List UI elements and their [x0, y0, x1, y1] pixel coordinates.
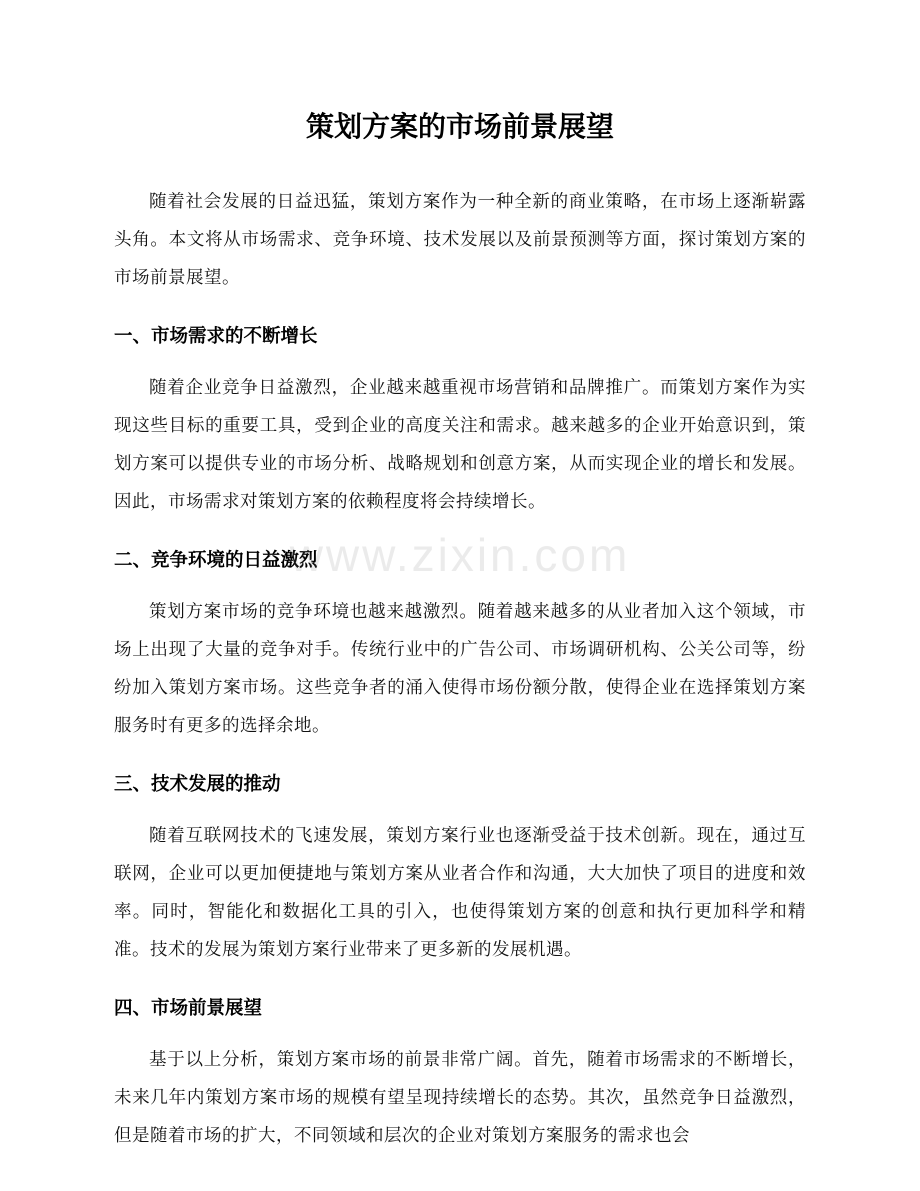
section-body-3: 随着互联网技术的飞速发展，策划方案行业也逐渐受益于技术创新。现在，通过互联网，企业可以更加便捷地与策划方案从业者合作和沟通，大大加快了项目的进度和效率。同时，智能化和数据化工具的引入，也使得策划方案的创意和执行更加科学和精准。技术的发展为策划方案行业带来了更多新的发展机遇。 [114, 825, 806, 959]
section-heading-4: 四、市场前景展望 [114, 999, 263, 1019]
section-heading-1: 一、市场需求的不断增长 [114, 327, 318, 347]
intro-paragraph: 随着社会发展的日益迅猛，策划方案作为一种全新的商业策略，在市场上逐渐崭露头角。本文将从市场需求、竞争环境、技术发展以及前景预测等方面，探讨策划方案的市场前景展望。 [114, 191, 806, 287]
section-heading-2: 二、竞争环境的日益激烈 [114, 551, 318, 571]
section-body-2: 策划方案市场的竞争环境也越来越激烈。随着越来越多的从业者加入这个领域，市场上出现了大量的竞争对手。传统行业中的广告公司、市场调研机构、公关公司等，纷纷加入策划方案市场。这些竞争者的涌入使得市场份额分散，使得企业在选择策划方案服务时有更多的选择余地。 [114, 601, 806, 735]
section-body-4: 基于以上分析，策划方案市场的前景非常广阔。首先，随着市场需求的不断增长，未来几年内策划方案市场的规模有望呈现持续增长的态势。其次，虽然竞争日益激烈，但是随着市场的扩大，不同领域和层次的企业对策划方案服务的需求也会 [114, 1049, 806, 1145]
document-title: 策划方案的市场前景展望 [305, 112, 614, 143]
section-heading-3: 三、技术发展的推动 [114, 775, 281, 795]
watermark-text: www.zixin.com [289, 529, 631, 581]
section-body-1: 随着企业竞争日益激烈，企业越来越重视市场营销和品牌推广。而策划方案作为实现这些目标的重要工具，受到企业的高度关注和需求。越来越多的企业开始意识到，策划方案可以提供专业的市场分析、战略规划和创意方案，从而实现企业的增长和发展。因此，市场需求对策划方案的依赖程度将会持续增长。 [114, 377, 806, 511]
